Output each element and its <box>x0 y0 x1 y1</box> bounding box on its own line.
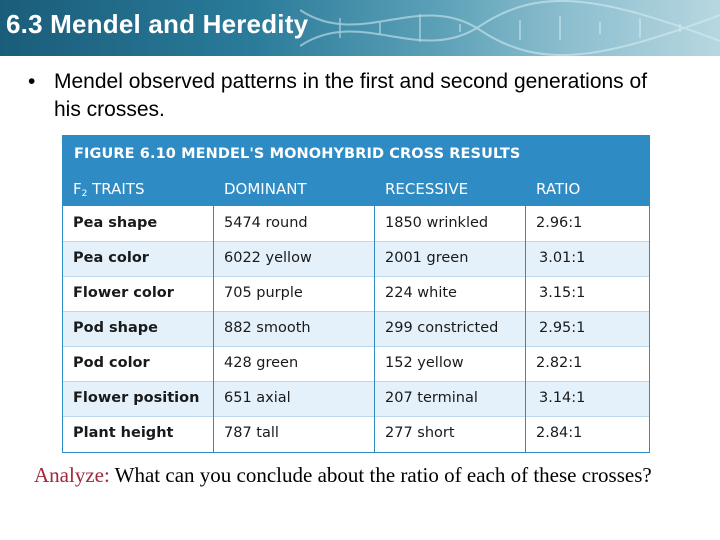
figure-title: FIGURE 6.10 MENDEL'S MONOHYBRID CROSS RESULTS <box>62 135 650 171</box>
slide-title: 6.3 Mendel and Heredity <box>6 9 309 39</box>
column-divider <box>374 171 375 453</box>
trait-cell: Pod color <box>73 355 150 371</box>
column-divider <box>213 171 214 453</box>
dna-helix-decoration <box>300 0 720 56</box>
analyze-prompt <box>34 462 684 489</box>
column-header-dominant: DOMINANT <box>224 180 307 198</box>
column-header-recessive: RECESSIVE <box>385 180 469 198</box>
trait-cell: Pea color <box>73 250 149 266</box>
recessive-cell: 224 white <box>385 285 457 301</box>
recessive-cell: 207 terminal <box>385 390 478 406</box>
analyze-label: Analyze: <box>34 463 110 487</box>
row-divider <box>62 381 650 382</box>
trait-cell: Flower position <box>73 390 200 406</box>
row-divider <box>62 276 650 277</box>
table-row <box>62 346 650 381</box>
slide-header <box>0 0 720 56</box>
dominant-cell: 6022 yellow <box>224 250 312 266</box>
trait-cell: Pea shape <box>73 215 158 231</box>
table-row <box>62 206 650 241</box>
dominant-cell: 651 axial <box>224 390 291 406</box>
row-divider <box>62 311 650 312</box>
recessive-cell: 277 short <box>385 425 455 441</box>
ratio-cell: 3.15:1 <box>539 285 586 301</box>
bullet-symbol: • <box>28 70 36 93</box>
column-header-traits: $F_2$ TRAITS <box>73 180 145 199</box>
table-row <box>62 381 650 416</box>
recessive-cell: 2001 green <box>385 250 469 266</box>
trait-cell: Pod shape <box>73 320 158 336</box>
table-row <box>62 241 650 276</box>
trait-cell: Plant height <box>73 425 174 441</box>
table-header-row <box>62 171 650 206</box>
ratio-cell: 2.95:1 <box>539 320 586 336</box>
trait-cell: Flower color <box>73 285 174 301</box>
analyze-question: What can you conclude about the ratio of each of these crosses? <box>109 463 652 487</box>
recessive-cell: 299 constricted <box>385 320 499 336</box>
table-row <box>62 311 650 346</box>
ratio-cell: 2.96:1 <box>536 215 583 231</box>
recessive-cell: 1850 wrinkled <box>385 215 489 231</box>
table-row <box>62 416 650 451</box>
ratio-cell: 3.01:1 <box>539 250 586 266</box>
dominant-cell: 882 smooth <box>224 320 311 336</box>
row-divider <box>62 241 650 242</box>
dominant-cell: 705 purple <box>224 285 303 301</box>
bullet-text: Mendel observed patterns in the first and second generations of his crosses. <box>54 70 648 121</box>
ratio-cell: 2.82:1 <box>536 355 583 371</box>
column-divider <box>525 171 526 453</box>
row-divider <box>62 416 650 417</box>
dominant-cell: 787 tall <box>224 425 279 441</box>
monohybrid-results-table <box>62 135 650 453</box>
dominant-cell: 428 green <box>224 355 299 371</box>
dominant-cell: 5474 round <box>224 215 308 231</box>
ratio-cell: 3.14:1 <box>539 390 586 406</box>
column-header-ratio: RATIO <box>536 180 581 198</box>
ratio-cell: 2.84:1 <box>536 425 583 441</box>
recessive-cell: 152 yellow <box>385 355 464 371</box>
row-divider <box>62 346 650 347</box>
table-row <box>62 276 650 311</box>
